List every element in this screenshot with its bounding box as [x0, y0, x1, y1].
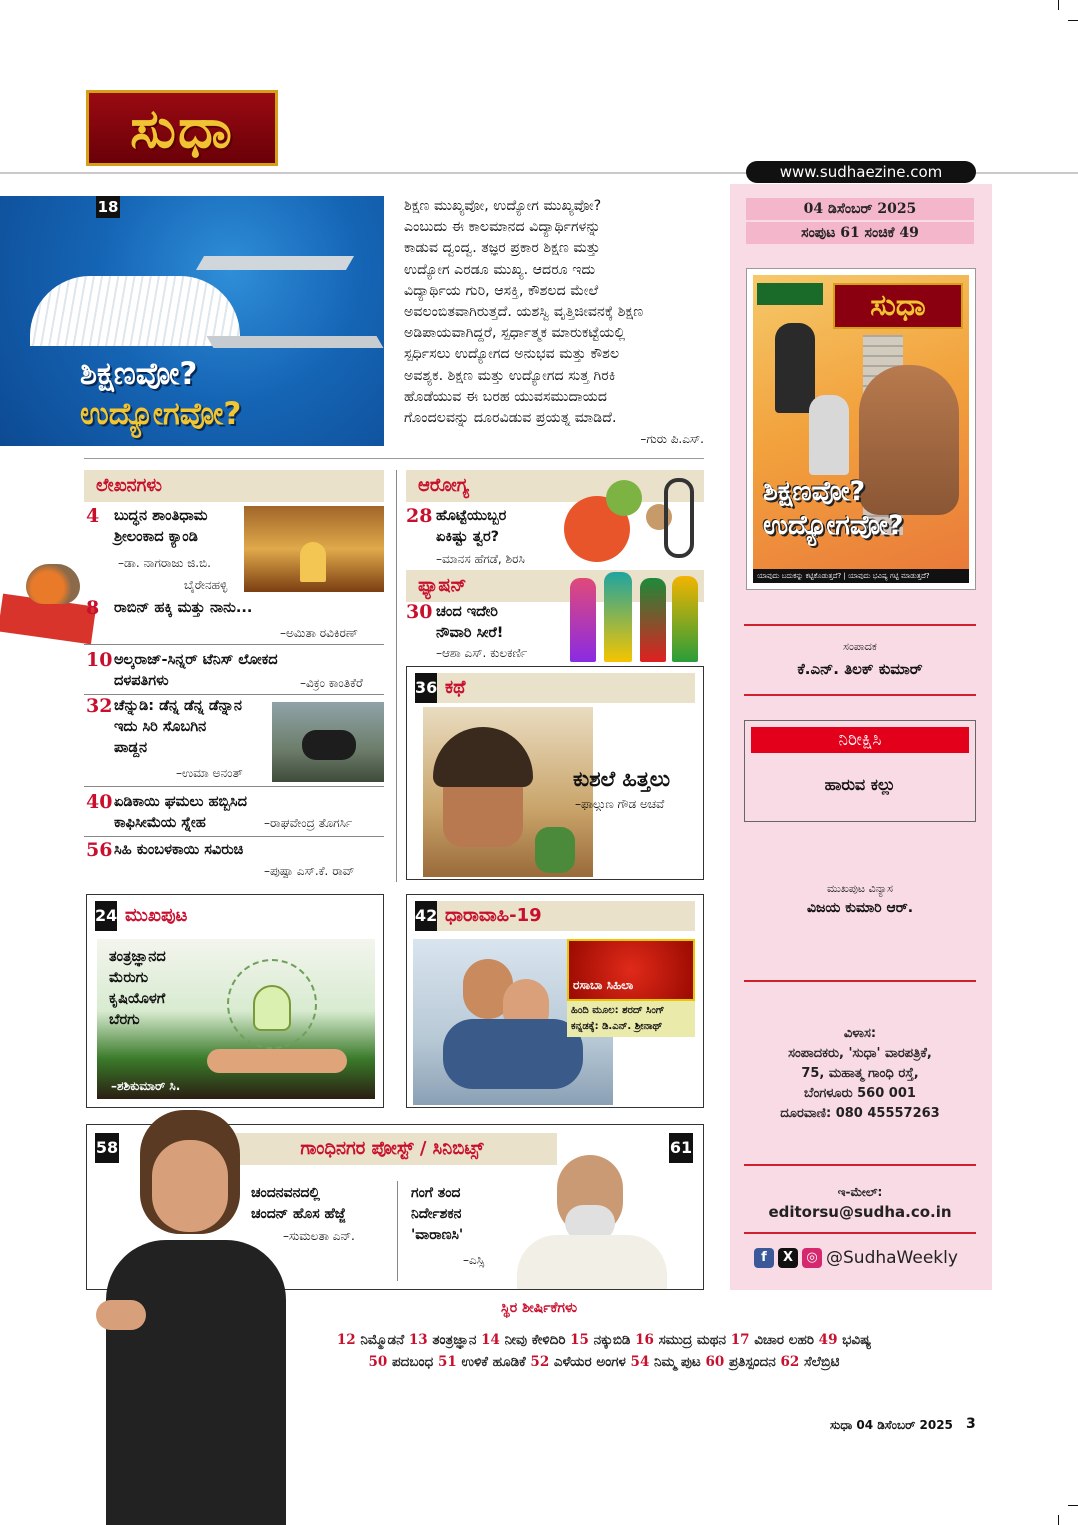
- facebook-icon[interactable]: f: [754, 1248, 774, 1268]
- temple-photo: [244, 506, 384, 592]
- graduate-figure: [775, 323, 815, 413]
- sidebar-rule: [744, 1164, 976, 1166]
- health-header: ಆರೋಗ್ಯ: [406, 470, 704, 502]
- column-divider: [397, 1181, 398, 1281]
- article-author: –ಪುಷ್ಪಾ ಎಸ್.ಕೆ. ರಾವ್: [264, 864, 355, 878]
- article-4[interactable]: 4 ಬುದ್ಧನ ಶಾಂತಿಧಾಮ ಶ್ರೀಲಂಕಾದ ಕ್ಯಾಂಡಿ: [86, 505, 208, 545]
- address-label: ವಿಳಾಸ:: [843, 1026, 877, 1041]
- issue-volume: ಸಂಪುಟ 61 ಸಂಚಿಕೆ 49: [746, 222, 974, 244]
- article-author: –ಅಮಿತಾ ರವಿಕಿರಣ್: [280, 626, 358, 640]
- social-links: [754, 1248, 958, 1268]
- email-label: ಇ-ಮೇಲ್:: [837, 1185, 883, 1199]
- cinema-left-headline: ಚಂದನವನದಲ್ಲಿ ಚಂದನ್ ಹೊಸ ಹೆಜ್ಜೆ: [251, 1185, 346, 1222]
- address-line: ಸಂಪಾದಕರು, 'ಸುಧಾ' ವಾರಪತ್ರಿಕೆ,: [788, 1046, 932, 1061]
- article-author: –ಡಾ. ನಾಗರಾಜು ಜಿ.ಬಿ.: [118, 556, 211, 570]
- page-folio: ಸುಧಾ 04 ಡಿಸೆಂಬರ್ 2025: [830, 1418, 953, 1432]
- cover-title: ಶಿಕ್ಷಣವೋ? ಉದ್ಯೋಗವೋ?: [763, 476, 904, 541]
- cinema-left-author: –ಸುಮಲತಾ ಎನ್.: [283, 1229, 355, 1243]
- saree-models-photo: [566, 572, 700, 664]
- laptop-base-graphic: [207, 336, 384, 348]
- page-number: 3: [966, 1416, 976, 1432]
- cinema-page-left: 58: [95, 1133, 119, 1163]
- cover-designer-name: ವಿಜಯ ಕುಮಾರಿ ಆರ್.: [806, 900, 914, 916]
- feature-author: –ಗುರು ಪಿ.ಎಸ್.: [640, 432, 704, 446]
- serial-credits: ಹಿಂದಿ ಮೂಲ: ಶರದ್ ಸಿಂಗ್ ಕನ್ನಡಕ್ಕೆ: ಡಿ.ಎನ್. ಶ್ರೀನಾಥ್: [567, 1001, 695, 1037]
- serial-header: 42 ಧಾರಾವಾಹಿ-19: [415, 901, 695, 931]
- email-address[interactable]: editorsu@sudha.co.in: [768, 1203, 952, 1221]
- regular-columns-header: ಸ್ಥಿರ ಶೀರ್ಷಿಕೆಗಳು: [500, 1300, 578, 1316]
- cover-story-box[interactable]: [86, 894, 384, 1108]
- feature-title-line2: ಉದ್ಯೋಗವೋ?: [80, 396, 242, 432]
- article-8[interactable]: 8 ರಾಬಿನ್ ಹಕ್ಕಿ ಮತ್ತು ನಾನು...: [86, 597, 253, 619]
- article-author: –ರಾಘವೇಂದ್ರ ತೊಗರ್ಸಿ: [264, 816, 353, 830]
- cinema-header: ಗಾಂಧಿನಗರ ಪೋಸ್ಟ್ / ಸಿನಿಬಿಟ್ಸ್: [227, 1133, 557, 1165]
- article-author: ಬೈರೇನಹಳ್ಳಿ: [184, 578, 228, 592]
- masthead-sidebar: [730, 184, 992, 1290]
- divider: [84, 644, 384, 645]
- sidebar-rule: [744, 980, 976, 982]
- sudha-logo: ಸುಧಾ: [86, 90, 278, 166]
- divider: [84, 786, 384, 787]
- cinema-right-headline: ಗಂಗೆ ತಂದ ನಿರ್ದೇಶಕನ 'ವಾರಾಣಸಿ': [411, 1185, 464, 1243]
- serial-title-card: ರಸಾಬಾ ಸಿಹಿಲಾ: [567, 939, 695, 1001]
- cover-badge: [757, 283, 823, 305]
- cover-story-author: –ಶಶಿಕುಮಾರ್ ಸಿ.: [111, 1079, 181, 1093]
- kambala-photo: [272, 702, 384, 782]
- article-author: –ಆಶಾ ಎಸ್. ಕುಲಕರ್ಣಿ: [436, 646, 528, 660]
- story-header: 36 ಕಥೆ: [415, 673, 695, 703]
- editor-label: ಸಂಪಾದಕ: [843, 640, 877, 653]
- coming-soon-label: ನಿರೀಕ್ಷಿಸಿ: [751, 727, 969, 753]
- feature-intro: ಶಿಕ್ಷಣ ಮುಖ್ಯವೋ, ಉದ್ಯೋಗ ಮುಖ್ಯವೋ? ಎಂಬುದು ಈ ಕಾಲಮಾನದ ವಿದ್ಯಾರ್ಥಿಗಳನ್ನು ಕಾಡುವ ದ್ವಂದ್ವ. ತಜ್ಞರ ಪ್ರಕಾರ ಶಿಕ್ಷಣ ಮತ್ತು ಉದ್ಯೋಗ ಎರಡೂ ಮುಖ್ಯ. ಆದರೂ ಇದು ವಿದ್ಯಾರ್ಥಿಯ ಗುರಿ, ಆಸಕ್ತಿ, ಕೌಶಲದ ಮೇಲೆ ಅವಲಂಬಿತವಾಗಿರುತ್ತದೆ. ಯಶಸ್ವಿ ವೃತ್ತಿಜೀವನಕ್ಕೆ ಶಿಕ್ಷಣ ಅಡಿಪಾಯವಾಗಿದ್ದರೆ, ಸ್ಪರ್ಧಾತ್ಮಕ ಮಾರುಕಟ್ಟೆಯಲ್ಲಿ ಸ್ಪರ್ಧಿಸಲು ಉದ್ಯೋಗದ ಅನುಭವ ಮತ್ತು ಕೌಶಲ ಅವಶ್ಯಕ. ಶಿಕ್ಷಣ ಮತ್ತು ಉದ್ಯೋಗದ ಸುತ್ತ ಗಿರಕಿ ಹೊಡೆಯುವ ಈ ಬರಹ ಯುವಸಮುದಾಯದ ಗೊಂದಲವನ್ನು ದೂರವಿಡುವ ಪ್ರಯತ್ನ ಮಾಡಿದೆ.: [404, 198, 644, 427]
- sidebar-rule: [744, 624, 976, 626]
- address-line: ಬೆಂಗಳೂರು 560 001: [804, 1086, 916, 1101]
- article-10[interactable]: 10 ಅಲ್ಕರಾಜ್-ಸಿನ್ನರ್ ಟೆನಿಸ್ ಲೋಕದ ದಳಪತಿಗಳು: [86, 649, 278, 689]
- cover-logo: ಸುಧಾ: [833, 283, 963, 329]
- divider: [84, 836, 384, 837]
- sidebar-rule: [744, 694, 976, 696]
- cinema-page-right: 61: [669, 1133, 693, 1163]
- phone-line: ದೂರವಾಣಿ: 080 45557263: [780, 1106, 940, 1121]
- issue-date: 04 ಡಿಸೆಂಬರ್ 2025: [746, 198, 974, 220]
- story-illustration: [423, 707, 593, 877]
- cover-design-label: ಮುಖಪುಟ ವಿನ್ಯಾಸ: [826, 882, 894, 895]
- actor-cutout: [96, 1110, 296, 1525]
- sidebar-rule: [744, 1232, 976, 1234]
- website-url[interactable]: www.sudhaezine.com: [746, 161, 976, 183]
- articles-header: ಲೇಖನಗಳು: [84, 470, 384, 502]
- social-handle[interactable]: @SudhaWeekly: [826, 1248, 958, 1268]
- editor-name: ಕೆ.ಎನ್. ತಿಲಕ್ ಕುಮಾರ್: [797, 660, 923, 678]
- article-40[interactable]: 40 ಏಡಿಕಾಯಿ ಘಮಲು ಹಬ್ಬಿಸಿದ ಕಾಫಿಸೀಮೆಯ ಸ್ನೇಹ: [86, 791, 247, 831]
- divider: [84, 694, 384, 695]
- cover-strip: ಯಾವುದು ಬದುಕನ್ನು ಕಟ್ಟಿಕೊಡುತ್ತದೆ? | ಯಾವುದು ಭವಿಷ್ಯ ಗಟ್ಟಿ ಮಾಡುತ್ತದೆ?: [753, 569, 969, 583]
- address-line: 75, ಮಹಾತ್ಮ ಗಾಂಧಿ ರಸ್ತೆ,: [801, 1066, 919, 1081]
- article-32[interactable]: 32 ಚೆನ್ನುಡಿ: ಡೆನ್ನ ಡೆನ್ನ ಡೆನ್ನಾನ ಇದು ಸಿರಿ ಸೊಬಗಿನ ಪಾಡ್ದನ: [86, 695, 242, 756]
- fashion-header: ಫ್ಯಾಷನ್: [406, 570, 704, 602]
- cinema-right-author: –ಎಸ್ಸಿ: [463, 1253, 485, 1267]
- article-28[interactable]: 28 ಹೊಟ್ಟೆಯುಬ್ಬರ ಏಕಿಷ್ಟು ತ್ವರ?: [406, 505, 507, 545]
- feature-page-badge: 18: [97, 198, 119, 216]
- regular-columns-line1: 12 ನಿಮ್ಮೊಡನೆ 13 ತಂತ್ರಜ್ಞಾನ 14 ನೀವು ಕೇಳಿದಿರಿ 15 ನಕ್ಕುಬಿಡಿ 16 ಸಮುದ್ರ ಮಥನ 17 ವಿಚಾರ ಲಹರಿ 49 ಭವಿಷ್ಯ: [336, 1332, 872, 1348]
- coming-soon-box: [744, 720, 976, 822]
- feature-image[interactable]: [0, 196, 384, 446]
- story-title: ಕುಶಲೆ ಹಿತ್ತಲು: [573, 767, 671, 791]
- x-twitter-icon[interactable]: X: [778, 1248, 798, 1268]
- article-56[interactable]: 56 ಸಿಹಿ ಕುಂಬಳಕಾಯಿ ಸವಿರುಚಿ: [86, 839, 244, 861]
- regular-columns-line2: 50 ಪದಬಂಧ 51 ಉಳಿಕೆ ಹೂಡಿಕೆ 52 ಎಳೆಯರ ಅಂಗಳ 54 ನಿಮ್ಮ ಪುಟ 60 ಪ್ರತಿಸ್ಪಂದನ 62 ಸೆಲೆಬ್ರಿಟಿ: [368, 1354, 840, 1370]
- article-author: –ಮಾನಸ ಹೆಗಡೆ, ಶಿರಸಿ: [436, 552, 525, 566]
- serial-box[interactable]: [406, 894, 704, 1108]
- story-author: –ಫಾಲ್ಗುಣ ಗೌಡ ಅಚವೆ: [575, 797, 665, 811]
- story-box[interactable]: [406, 666, 704, 880]
- director-portrait: [501, 1155, 677, 1289]
- article-author: –ವಿಕ್ರಂ ಕಾಂತಿಕೆರೆ: [300, 676, 363, 690]
- healthy-food-photo: [560, 474, 700, 566]
- laptop-screen-graphic: [196, 256, 354, 270]
- article-30[interactable]: 30 ಚಂದ ಇದೇರಿ ನೌವಾರಿ ಸೀರೆ!: [406, 601, 504, 641]
- coming-soon-title: ಹಾರುವ ಕಲ್ಲು: [824, 775, 896, 794]
- article-author: –ಉಮಾ ಅನಂತ್: [176, 766, 243, 780]
- cover-thumbnail[interactable]: [746, 268, 976, 590]
- feature-title-line1: ಶಿಕ್ಷಣವೋ?: [80, 356, 198, 392]
- student-figure: [809, 395, 849, 475]
- cover-story-header: 24 ಮುಖಪುಟ: [95, 901, 375, 931]
- robin-bird-graphic: [26, 564, 80, 604]
- cover-story-headline: ತಂತ್ರಜ್ಞಾನದ ಮೆರುಗು ಕೃಷಿಯೊಳಗೆ ಬೆರಗು: [109, 949, 166, 1028]
- instagram-icon[interactable]: ◎: [802, 1248, 822, 1268]
- column-divider: [396, 470, 397, 882]
- divider: [84, 458, 704, 459]
